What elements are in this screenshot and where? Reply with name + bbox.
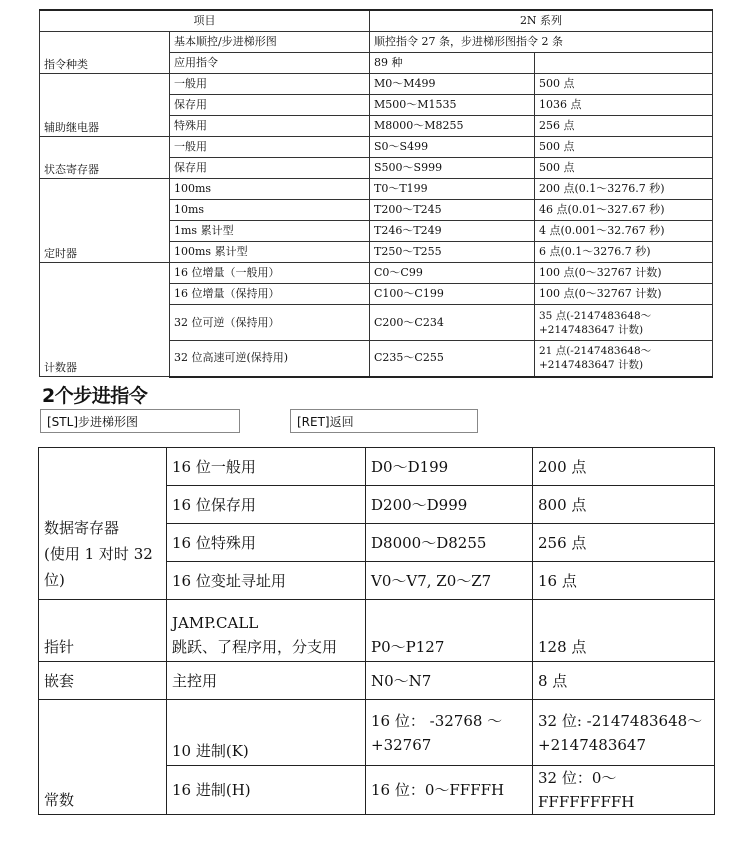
cell-count: 46 点(0.01～327.67 秒) [535,200,713,221]
cell-count: 500 点 [535,74,713,95]
cell-sub: 保存用 [170,158,370,179]
cell-range: T246～T249 [370,221,535,242]
cell-sub: 保存用 [170,95,370,116]
cell-range: S500～S999 [370,158,535,179]
cell-range: D8000～D8255 [366,524,533,562]
cell-count: 800 点 [533,486,715,524]
sub-line1: JAMP.CALL [172,614,259,632]
cell-sub: 16 位一般用 [167,448,366,486]
range-line1: 16 位： -32768 ～ [371,711,503,730]
count-line1: 21 点(-2147483648～ [539,345,652,358]
cell-sub [167,600,366,662]
cell-sub: 10ms [170,200,370,221]
cell-count: 32 位：0～FFFFFFFFH [533,766,715,815]
cell-count: 128 点 [533,600,715,662]
section-title: 2个步进指令 [42,385,148,407]
cell-range: T0～T199 [370,179,535,200]
cat-nest: 嵌套 [39,662,167,700]
cell-count [533,700,715,766]
range-line2: +32767 [371,735,432,754]
cat-timer: 定时器 [40,179,170,263]
cell-count [535,305,713,341]
cell-sub: 100ms 累计型 [170,242,370,263]
cell-count: 4 点(0.001～32.767 秒) [535,221,713,242]
specs-table-top [39,9,713,378]
cell-sub: 100ms [170,179,370,200]
cell-count: 500 点 [535,158,713,179]
cell-sub: 主控用 [167,662,366,700]
cell-range: D200～D999 [366,486,533,524]
cell-value: 89 种 [370,53,535,74]
cell-sub: 16 位变址寻址用 [167,562,366,600]
cell-range: S0～S499 [370,137,535,158]
cell-sub: 32 位高速可逆(保持用) [170,341,370,377]
cat-instr: 指令种类 [40,32,170,74]
cell-sub: 一般用 [170,137,370,158]
cell-count [535,341,713,377]
cell-range: T200～T245 [370,200,535,221]
cell-range: C200～C234 [370,305,535,341]
cell-sub: 16 位特殊用 [167,524,366,562]
ret-box: [RET]返回 [290,409,478,433]
cell-count: 1036 点 [535,95,713,116]
cell-sub: 基本顺控/步进梯形图 [170,32,370,53]
specs-table-bottom [38,447,715,815]
cell-range: M500～M1535 [370,95,535,116]
cell-count: 500 点 [535,137,713,158]
cell-range: 16 位：0～FFFFH [366,766,533,815]
cat-pointer: 指针 [39,600,167,662]
cell-range: M0～M499 [370,74,535,95]
count-line2: +2147483647 计数) [539,359,644,372]
header-item: 项目 [40,10,370,32]
cell-sub: 16 位增量（一般用） [170,263,370,284]
cell-sub: 特殊用 [170,116,370,137]
cell-sub: 32 位可逆（保持用） [170,305,370,341]
cell-sub: 10 进制(K) [167,700,366,766]
cell-count: 16 点 [533,562,715,600]
cat-state: 状态寄存器 [40,137,170,179]
cell-count: 256 点 [535,116,713,137]
header-series: 2N 系列 [370,10,713,32]
cat-aux: 辅助继电器 [40,74,170,137]
count-line2: +2147483647 计数) [539,323,644,336]
cell-value: 顺控指令 27 条，步进梯形图指令 2 条 [370,32,713,53]
cell-count: 6 点(0.1～3276.7 秒) [535,242,713,263]
cat-counter: 计数器 [40,263,170,377]
cell-count: 100 点(0～32767 计数) [535,263,713,284]
cell-count: 100 点(0～32767 计数) [535,284,713,305]
cat-line1: 数据寄存器 [44,519,120,537]
cell-count: 256 点 [533,524,715,562]
cat-line2: (使用 1 对时 32 [44,545,153,563]
cell-sub: 16 位增量（保持用） [170,284,370,305]
cell-sub: 16 进制(H) [167,766,366,815]
cell-sub: 一般用 [170,74,370,95]
count-line1: 35 点(-2147483648～ [539,309,652,322]
cat-line3: 位) [44,571,65,589]
count-line1: 32 位: -2147483648～ [538,711,703,730]
cell-empty [535,53,713,74]
cell-count: 8 点 [533,662,715,700]
cell-range [366,700,533,766]
cell-range: M8000～M8255 [370,116,535,137]
cell-range: P0～P127 [366,600,533,662]
cell-range: V0～V7, Z0～Z7 [366,562,533,600]
count-line2: +2147483647 [538,735,647,754]
cell-sub: 16 位保存用 [167,486,366,524]
cell-range: T250～T255 [370,242,535,263]
stl-box: [STL]步进梯形图 [40,409,240,433]
cell-sub: 1ms 累计型 [170,221,370,242]
cat-const: 常数 [39,700,167,815]
cat-data-register [39,448,167,600]
cell-count: 200 点(0.1～3276.7 秒) [535,179,713,200]
sub-line2: 跳跃、了程序用，分支用 [172,638,338,656]
cell-count: 200 点 [533,448,715,486]
cell-range: C0～C99 [370,263,535,284]
cell-range: C235～C255 [370,341,535,377]
cell-range: C100～C199 [370,284,535,305]
cell-sub: 应用指令 [170,53,370,74]
cell-range: N0～N7 [366,662,533,700]
cell-range: D0～D199 [366,448,533,486]
